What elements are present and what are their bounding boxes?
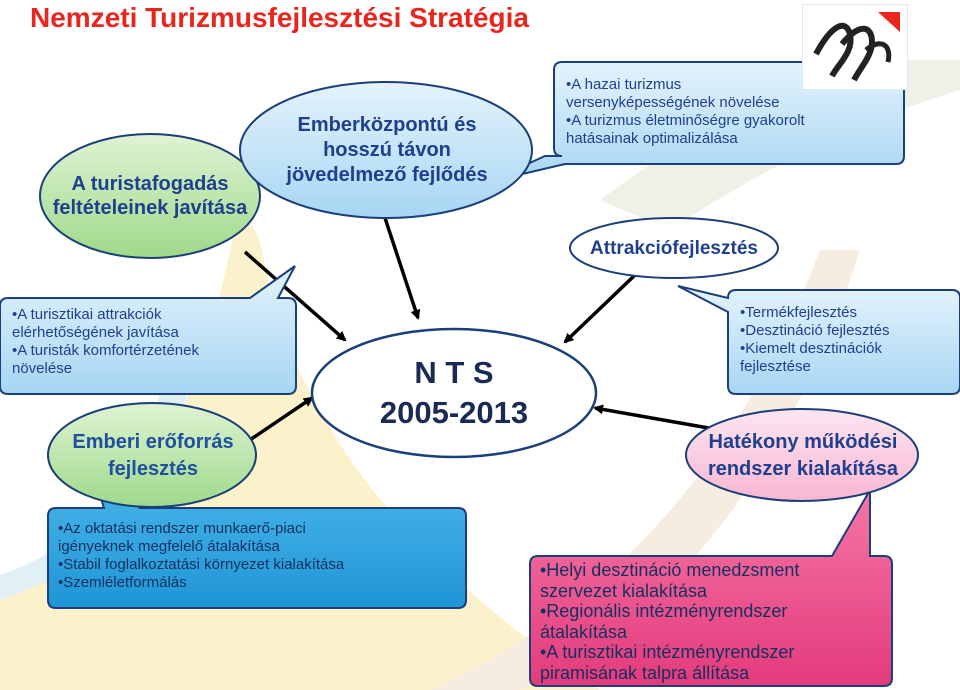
ellipse-hatekony-text: [688, 422, 918, 490]
callout-bottom-right-line: •Regionális intézményrendszer: [540, 601, 788, 621]
callout-top-line: versenyképességének növelése: [566, 94, 780, 111]
attrakcio-text: Attrakciófejlesztés: [590, 238, 758, 259]
callout-right-line: fejlesztése: [740, 358, 811, 375]
callout-left-line: elérhetőségének javítása: [12, 324, 179, 341]
turistafogadas-line1: A turistafogadás: [71, 173, 229, 195]
callout-bottom-left-line: •Stabil foglalkoztatási környezet kialakítása: [58, 556, 345, 573]
callout-top-line: •A hazai turizmus: [566, 76, 682, 93]
callout-left-text: [12, 306, 199, 378]
ellipse-turistafogadas-text: [40, 150, 260, 242]
emberi-line2: fejlesztés: [107, 458, 199, 480]
turistafogadas-line2: feltételeinek javítása: [52, 197, 248, 219]
emberkozpontu-line2: hosszú távon: [323, 138, 451, 161]
emberkozpontu-line3: jövedelmező fejlődés: [286, 163, 488, 186]
hatekony-line1: Hatékony működési: [708, 431, 898, 453]
arrow-top: [385, 218, 418, 318]
emberi-line1: Emberi erőforrás: [72, 431, 234, 453]
callout-top-line: hatásainak optimalizálása: [566, 130, 738, 147]
attrakcio-label: [570, 234, 778, 264]
callout-bottom-left-line: igényeknek megfelelő átalakítása: [58, 538, 280, 555]
arrow-top-right: [565, 275, 635, 342]
callout-left-line: •A turisztikai attrakciók: [12, 306, 162, 323]
nts-line2: 2005-2013: [379, 395, 529, 430]
callout-bottom-left-text: [58, 520, 344, 592]
page-title: Nemzeti Turizmusfejlesztési Stratégia: [30, 2, 529, 33]
hatekony-line2: rendszer kialakítása: [707, 458, 899, 480]
callout-top-text: [566, 76, 805, 148]
callout-bottom-right-line: szervezet kialakítása: [540, 580, 708, 601]
callout-right-line: •Termékfejlesztés: [740, 304, 857, 321]
callout-right-line: •Kiemelt desztinációk: [740, 340, 882, 357]
callout-bottom-left-line: •Az oktatási rendszer munkaerő-piaci: [58, 520, 306, 537]
callout-left-line: •A turisták komfortérzetének: [12, 342, 199, 359]
callout-bottom-right-line: •A turisztikai intézményrendszer: [540, 642, 795, 662]
callout-bottom-right-line: átalakítása: [540, 621, 628, 642]
callout-bottom-right-text: [540, 560, 799, 683]
logo: [802, 4, 908, 90]
callout-right-line: •Desztináció fejlesztés: [740, 322, 890, 339]
callout-bottom-left-line: •Szemléletformálás: [58, 574, 187, 591]
nts-center-text: [314, 340, 594, 446]
callout-right-text: [740, 304, 889, 376]
ellipse-emberkozpontu-text: [242, 100, 532, 200]
callout-bottom-right-line: •Helyi desztináció menedzsment: [540, 560, 800, 580]
callout-top-line: •A turizmus életminőségre gyakorolt: [566, 112, 805, 129]
nts-line1: N T S: [414, 355, 494, 390]
callout-left-line: növelése: [12, 360, 73, 377]
emberkozpontu-line1: Emberközpontú és: [297, 113, 477, 136]
callout-bottom-right-line: piramisának talpra állítása: [540, 662, 750, 683]
ellipse-emberi-text: [50, 418, 256, 494]
